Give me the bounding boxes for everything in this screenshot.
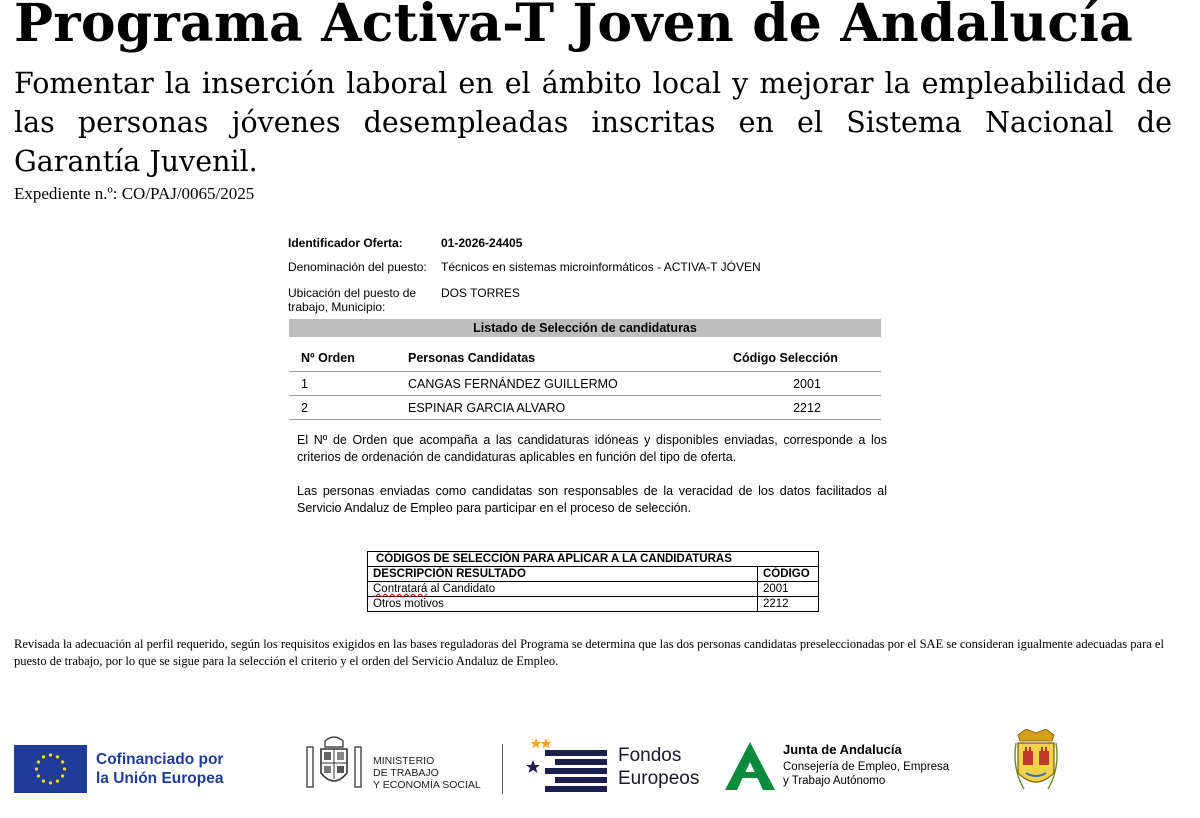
ubicacion-label-1: Ubicación del puesto de [288, 286, 417, 300]
ministerio-line-3: Y ECONOMÍA SOCIAL [373, 779, 481, 791]
ubicacion-value: DOS TORRES [441, 286, 520, 300]
code-desc-rest: al Candidato [427, 583, 496, 595]
junta-line-1: Consejería de Empleo, Empresa [783, 761, 950, 773]
row-candidata: ESPINAR GARCIA ALVARO [408, 396, 733, 420]
logo-separator [502, 744, 503, 794]
spellcheck-word: Contratará [373, 583, 428, 595]
offer-id-value: 01-2026-24405 [441, 236, 523, 250]
expediente-number: Expediente n.º: CO/PAJ/0065/2025 [14, 184, 255, 203]
orden-explanation: El Nº de Orden que acompaña a las candidaturas idóneas y disponibles enviadas, corresponde a los criterios de ordenación de candidaturas aplicables en función del tipo de oferta. [297, 433, 887, 464]
eu-flag-logo [14, 745, 87, 793]
offer-id-label: Identificador Oferta: [288, 236, 403, 250]
row-orden: 1 [289, 372, 408, 396]
ministerio-line-1: MINISTERIO [373, 755, 435, 767]
veracidad-notice: Las personas enviadas como candidatas son responsables de la veracidad de los datos facilitados al Servicio Andaluz de Empleo para participar en el proceso de selección. [297, 484, 887, 515]
junta-line-2: y Trabajo Autónomo [783, 775, 886, 787]
fondos-europeos-text [618, 744, 699, 790]
table-row [289, 372, 881, 396]
row-candidata: CANGAS FERNÁNDEZ GUILLERMO [408, 372, 733, 396]
column-header-codigo: Código Selección [733, 344, 881, 372]
codes-col-desc: DESCRIPCIÓN RESULTADO [368, 567, 758, 582]
codes-title-row [368, 552, 819, 567]
fondos-europeos-icon [525, 738, 609, 799]
adequacy-note: Revisada la adecuación al perfil requerido, según los requisitos exigidos en las bases reguladoras del Programa se determina que las dos personas candidatas preseleccionadas por el SAE se consideran igualmente adecuadas para el puesto de trabajo, por lo que se sigue para la selección el criterio y el orden del Servicio Andaluz de Empleo. [14, 637, 1164, 668]
code-desc [368, 582, 758, 597]
fondos-line-2: Europeos [618, 768, 700, 789]
column-header-orden: Nº Orden [289, 344, 408, 372]
table-row [289, 396, 881, 420]
code-value: 2001 [758, 582, 819, 597]
junta-consejeria [783, 760, 949, 788]
candidates-table [289, 344, 881, 420]
row-codigo: 2001 [733, 372, 881, 396]
codes-title: CÓDIGOS DE SELECCIÓN PARA APLICAR A LA CANDIDATURAS [368, 552, 819, 567]
codes-table [367, 551, 819, 612]
code-desc: Otros motivos [368, 597, 758, 612]
puesto-value: Técnicos en sistemas microinformáticos - ACTIVA-T JÓVEN [441, 260, 761, 274]
ministerio-line-2: DE TRABAJO [373, 767, 439, 779]
junta-andalucia-icon [725, 742, 775, 795]
codes-col-code: CÓDIGO [758, 567, 819, 582]
table-row [368, 597, 819, 612]
eu-cofinanciado-text [96, 750, 223, 788]
eu-line-1: Cofinanciado por [96, 751, 224, 768]
listado-title: Listado de Selección de candidaturas [289, 319, 881, 337]
column-header-candidatas: Personas Candidatas [408, 344, 733, 372]
table-header-row [289, 344, 881, 372]
ubicacion-label-2: trabajo, Municipio: [288, 300, 386, 314]
document-title: Programa Activa-T Joven de Andalucía [14, 0, 1134, 54]
codes-header-row [368, 567, 819, 582]
code-value: 2212 [758, 597, 819, 612]
row-codigo: 2212 [733, 396, 881, 420]
ministerio-text [373, 755, 481, 791]
row-orden: 2 [289, 396, 408, 420]
puesto-label: Denominación del puesto: [288, 260, 427, 274]
document-subtitle: Fomentar la inserción laboral en el ámbito local y mejorar la empleabilidad de las personas jóvenes desempleadas inscritas en el Sistema Nacional de Garantía Juvenil. [14, 67, 1172, 178]
table-row [368, 582, 819, 597]
junta-title: Junta de Andalucía [783, 742, 902, 757]
spain-coat-of-arms-icon [303, 733, 365, 802]
municipal-coat-of-arms-icon [1012, 729, 1060, 802]
fondos-line-1: Fondos [618, 745, 682, 766]
eu-line-2: la Unión Europea [96, 770, 224, 787]
